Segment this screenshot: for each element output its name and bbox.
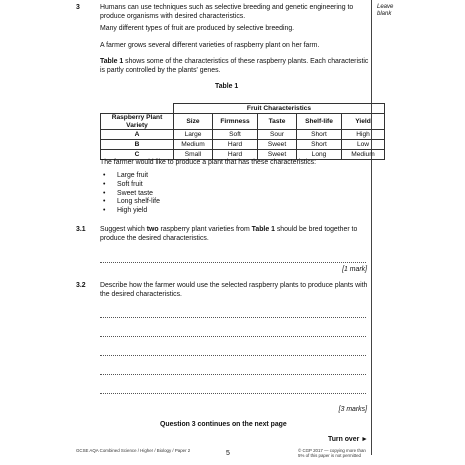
table-cell: Hard xyxy=(213,150,258,160)
continues-note: Question 3 continues on the next page xyxy=(160,421,287,428)
paragraph-3-text: shows some of the characteristics of these raspberry plants. Each characteristic is partly controlled by the plants' genes. xyxy=(100,58,369,74)
variety-cell: A xyxy=(101,130,174,140)
table-cell: Medium xyxy=(174,140,213,150)
table-cell: Small xyxy=(174,150,213,160)
list-item: • Soft fruit xyxy=(103,181,160,190)
table-caption: Table 1 xyxy=(215,83,239,90)
answer-line[interactable] xyxy=(100,262,366,263)
table-cell: Short xyxy=(297,130,342,140)
answer-line[interactable] xyxy=(100,393,366,394)
column-header: Shelf-life xyxy=(297,114,342,130)
paragraph-2: A farmer grows several different varieties of raspberry plant on her farm. xyxy=(100,42,320,49)
table-cell: Medium xyxy=(342,150,385,160)
list-item: • Large fruit xyxy=(103,172,160,181)
q31-bold-two: two xyxy=(146,226,159,233)
column-header: Yield xyxy=(342,114,385,130)
question-number: 3 xyxy=(76,4,80,11)
list-item: • Long shelf-life xyxy=(103,198,160,207)
page-number: 5 xyxy=(226,450,230,457)
q31-text-c: should be bred together to produce the desired characteristics. xyxy=(100,226,358,242)
column-header: Firmness xyxy=(213,114,258,130)
q31-bold-table: Table 1 xyxy=(251,226,275,233)
question-intro: Humans can use techniques such as selective breeding and genetic engineering to produce organisms with desired characteristics. xyxy=(100,4,354,20)
question-number: 3.1 xyxy=(76,226,86,233)
variety-cell: C xyxy=(101,150,174,160)
table-cell: Long xyxy=(297,150,342,160)
paragraph-1: Many different types of fruit are produced by selective breeding. xyxy=(100,25,295,32)
table-cell: Hard xyxy=(213,140,258,150)
table-ref: Table 1 xyxy=(100,58,124,65)
question-number: 3.2 xyxy=(76,282,86,289)
variety-header: Raspberry Plant Variety xyxy=(101,114,174,130)
variety-cell: B xyxy=(101,140,174,150)
course-footer: GCSE AQA Combined Science / Higher / Biology / Paper 2 xyxy=(76,448,191,453)
q31-text-b: raspberry plant varieties from xyxy=(158,226,252,233)
table-cell: Sour xyxy=(258,130,297,140)
answer-line[interactable] xyxy=(100,336,366,337)
list-item: • Sweet taste xyxy=(103,190,160,199)
question-3-1-text xyxy=(100,226,375,243)
mark-allocation: [3 marks] xyxy=(338,406,367,413)
table-row xyxy=(101,140,385,150)
table-cell: Sweet xyxy=(258,150,297,160)
q31-text-a: Suggest which xyxy=(100,226,147,233)
characteristics-list xyxy=(103,172,160,216)
table-cell: Low xyxy=(342,140,385,150)
leave-blank-label: Leave blank xyxy=(377,4,394,17)
table-cell: Sweet xyxy=(258,140,297,150)
turn-over-label: Turn over ► xyxy=(328,436,369,443)
list-item: • High yield xyxy=(103,207,160,216)
paragraph-4: The farmer would like to produce a plant that has these characteristics: xyxy=(100,159,317,166)
group-header: Fruit Characteristics xyxy=(174,104,385,114)
question-3-2-text: Describe how the farmer would use the selected raspberry plants to produce plants with the desired characteristics. xyxy=(100,282,368,298)
answer-line[interactable] xyxy=(100,374,366,375)
table-row xyxy=(101,130,385,140)
table-cell: Soft xyxy=(213,130,258,140)
fruit-table xyxy=(100,103,385,160)
answer-line[interactable] xyxy=(100,355,366,356)
mark-allocation: [1 mark] xyxy=(342,266,367,273)
table-cell: Short xyxy=(297,140,342,150)
column-header: Size xyxy=(174,114,213,130)
column-header: Taste xyxy=(258,114,297,130)
answer-line[interactable] xyxy=(100,317,366,318)
table-cell: Large xyxy=(174,130,213,140)
paragraph-3 xyxy=(100,58,375,75)
table-cell: High xyxy=(342,130,385,140)
copyright-footer: © CGP 2017 — copying more than 5% of this paper is not permitted xyxy=(298,448,366,458)
